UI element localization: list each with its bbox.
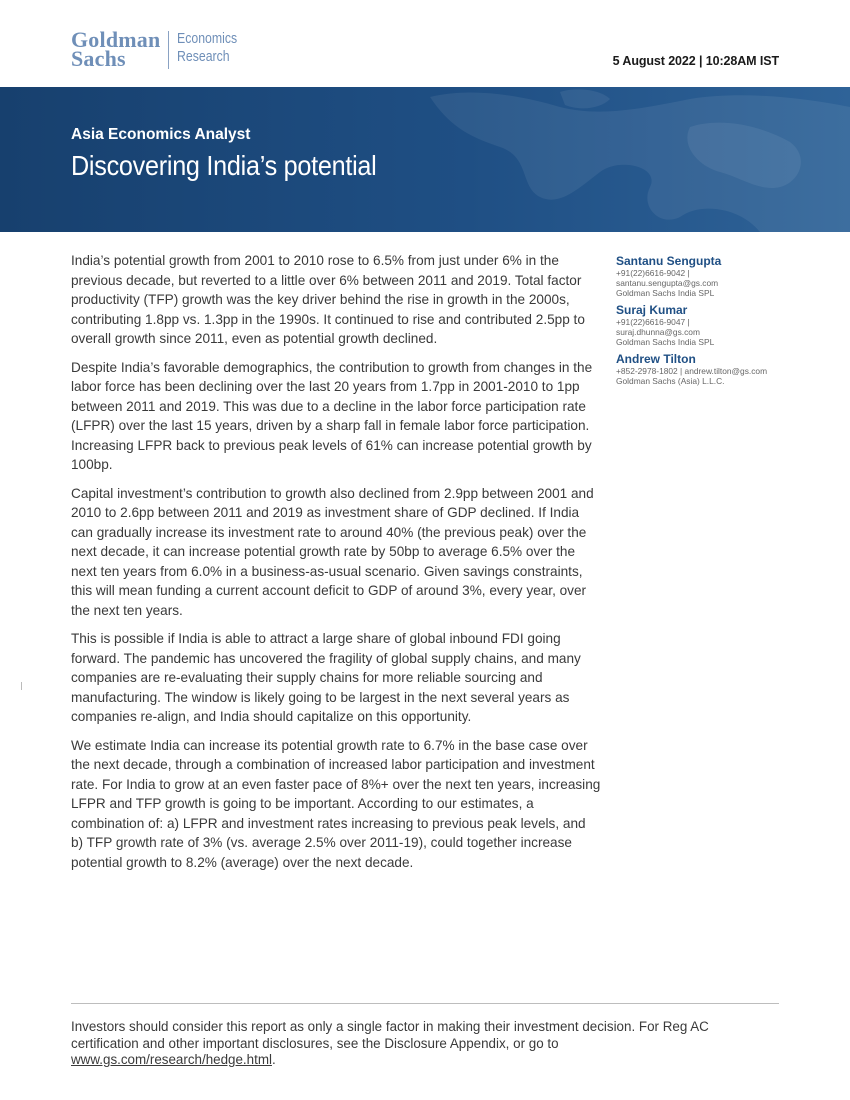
body-paragraph: We estimate India can increase its potential growth rate to 6.7% in the base case over the next decade, through a combination of increased labor participation and investment rate. For India to grow at an even faster pace of 8%+ over the next ten years, increasing LFPR and TFP growth is going to be important. According to our estimates, a combination of: a) LFPR and investment rates increasing to previous peak levels, and b) TFP growth rate of 3% (vs. average 2.5% over 2011-19), could together increase potential growth to 8.2% (average) over the next decade. <box>71 737 601 870</box>
footer-divider <box>71 1003 779 1004</box>
division-line-1: Economics <box>177 30 238 47</box>
author-email[interactable]: suraj.dhunna@gs.com <box>616 327 700 337</box>
goldman-sachs-logo <box>71 27 251 71</box>
author-email[interactable]: santanu.sengupta@gs.com <box>616 278 719 288</box>
author-entity: Goldman Sachs (Asia) L.L.C. <box>616 376 725 386</box>
author-card <box>616 255 796 298</box>
body-paragraph: Despite India’s favorable demographics, the contribution to growth from changes in the labor force has been declining over the last 20 years from 1.7pp in 2001-2010 to 1pp between 2011 and 2019. This was due to a decline in the labor force participation rate (LFPR) over the last 15 years, driven by a sharp fall in female labor force participation. Increasing LFPR back to previous peak levels of 61% can increase potential growth by 100bp. <box>71 359 593 472</box>
logo-wordmark <box>71 27 161 71</box>
author-name[interactable]: Andrew Tilton <box>616 352 696 366</box>
title-banner <box>0 87 850 232</box>
author-name[interactable]: Suraj Kumar <box>616 303 688 317</box>
division-line-2: Research <box>177 48 231 65</box>
author-list <box>616 255 796 392</box>
disclosure-link[interactable]: www.gs.com/research/hedge.html <box>71 1052 272 1067</box>
report-body <box>71 251 601 881</box>
disclosure-trailing: . <box>271 1052 276 1067</box>
body-paragraph: This is possible if India is able to attract a large share of global inbound FDI going forward. The pandemic has uncovered the fragility of global supply chains, and many companies are re-evaluating their supply chains for more reliable sourcing and manufacturing. The window is likely going to be largest in the next several years as companies re-align, and India should capitalize on this opportunity. <box>71 631 581 724</box>
author-entity: Goldman Sachs India SPL <box>616 337 715 347</box>
report-title: Discovering India’s potential <box>71 150 377 181</box>
body-paragraph: India’s potential growth from 2001 to 2010 rose to 6.5% from just under 6% in the previous decade, but reverted to a little over 6% between 2011 and 2019. Total factor productivity (TFP) growth was the key driver behind the rise in growth in the 2000s, contributing 1.8pp vs. 1.3pp in the 1990s. It continued to rise and contributed 2.5pp to overall growth since 2011, even as potential growth declined. <box>71 253 585 346</box>
disclosure-text: Investors should consider this report as only a single factor in making their investment decision. For Reg AC certification and other important disclosures, see the Disclosure Appendix, or go to <box>71 1019 709 1051</box>
author-entity: Goldman Sachs India SPL <box>616 288 715 298</box>
author-card <box>616 304 796 347</box>
author-phone: +91(22)6616-9047 | <box>616 317 690 327</box>
author-phone-email[interactable]: +852-2978-1802 | andrew.tilton@gs.com <box>616 366 768 376</box>
logo-line-2: Sachs <box>71 46 126 71</box>
margin-mark <box>21 682 22 690</box>
disclosure-note <box>71 1019 761 1069</box>
logo-divider <box>168 31 169 69</box>
logo-line-1: Goldman <box>71 27 161 52</box>
publication-dateline: 5 August 2022 | 10:28AM IST <box>612 54 779 68</box>
author-phone: +91(22)6616-9042 | <box>616 268 690 278</box>
body-paragraph: Capital investment’s contribution to growth also declined from 2.9pp between 2001 and 2010 to 2.6pp between 2011 and 2019 as investment share of GDP declined. If India can gradually increase its investment rate to around 40% (the previous peak) over the next decade, it can increase potential growth rate by 50bp to average 6.5% over the next ten years from 6.0% in a business-as-usual scenario. Given savings constraints, this will mean funding a current account deficit to GDP of around 3%, every year, over the next ten years. <box>71 485 594 618</box>
division-name <box>177 30 237 66</box>
author-card <box>616 353 796 386</box>
author-name[interactable]: Santanu Sengupta <box>616 254 722 268</box>
report-series: Asia Economics Analyst <box>71 126 251 143</box>
